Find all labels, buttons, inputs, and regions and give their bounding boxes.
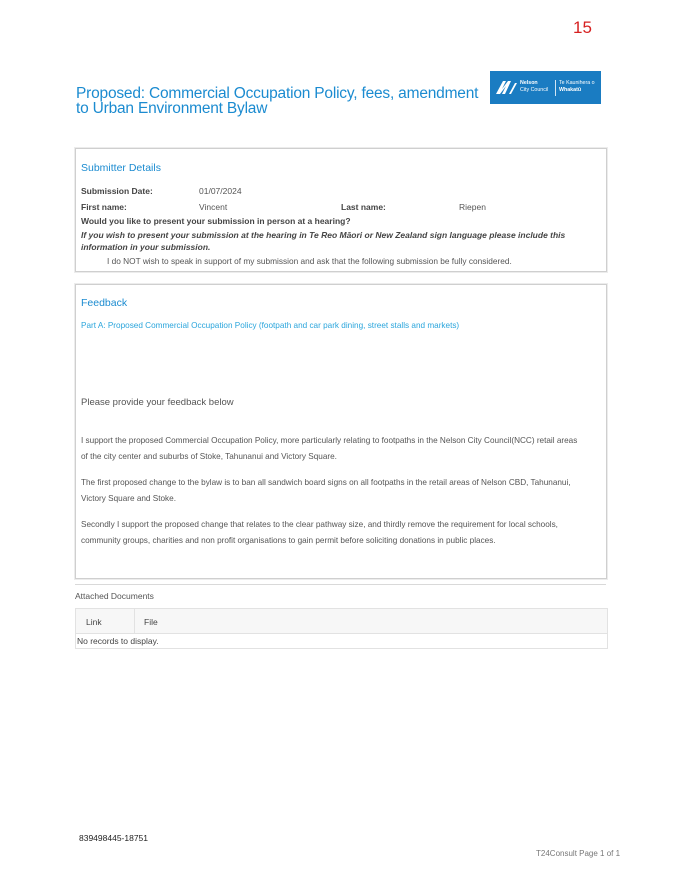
- section-divider: [75, 584, 606, 585]
- first-name-value: Vincent: [199, 202, 228, 212]
- logo-maori-line2: Whakatū: [559, 86, 582, 93]
- council-logo: [490, 71, 601, 104]
- submission-date-value: 01/07/2024: [199, 186, 242, 196]
- logo-separator: [555, 80, 556, 96]
- last-name-label: Last name:: [341, 202, 386, 212]
- logo-maori-line1: Te Kaunihera o: [559, 80, 595, 86]
- feedback-prompt: Please provide your feedback below: [81, 397, 234, 408]
- table-header: [76, 609, 607, 634]
- footer-page-info: T24Consult Page 1 of 1: [536, 849, 621, 858]
- page-number: 15: [573, 18, 592, 37]
- submitter-details-heading: Submitter Details: [81, 162, 161, 174]
- part-a-title: Part A: Proposed Commercial Occupation Policy (footpath and car park dining, street stalls and markets): [81, 321, 460, 330]
- column-separator: [134, 609, 135, 633]
- attached-documents-table: [75, 608, 608, 649]
- column-header-file[interactable]: File: [144, 617, 158, 627]
- submission-date-label: Submission Date:: [81, 186, 153, 196]
- hearing-question: Would you like to present your submission in person at a hearing?: [81, 216, 351, 226]
- table-empty-row: [76, 634, 607, 648]
- feedback-paragraph: The first proposed change to the bylaw is to ban all sandwich board signs on all footpaths in the retail areas of Nelson CBD, Tahunanui, Victory Square and Stoke.: [81, 478, 571, 503]
- feedback-paragraph: Secondly I support the proposed change that relates to the clear pathway size, and thirdly remove the requirement for local schools, community groups, charities and non profit organisations to gain permit before soliciting donations in public places.: [81, 520, 558, 545]
- feedback-panel: [75, 284, 607, 579]
- column-header-link[interactable]: Link: [86, 617, 102, 627]
- hearing-answer: I do NOT wish to speak in support of my submission and ask that the following submission be fully considered.: [107, 256, 512, 266]
- last-name-value: Riepen: [459, 202, 486, 212]
- feedback-paragraph: I support the proposed Commercial Occupation Policy, more particularly relating to footpaths in the Nelson City Council(NCC) retail areas of the city center and suburbs of Stoke, Tahunanui and Victory Square.: [81, 436, 578, 461]
- no-records-message: No records to display.: [77, 636, 159, 646]
- feedback-heading: Feedback: [81, 297, 128, 309]
- first-name-label: First name:: [81, 202, 127, 212]
- logo-name-line2: City Council: [520, 86, 549, 93]
- language-note: If you wish to present your submission at the hearing in Te Reo Māori or New Zealand sign language please include this information in your submission.: [81, 230, 566, 252]
- nelson-logo-icon: [494, 78, 518, 97]
- document-title: Proposed: Commercial Occupation Policy, fees, amendment to Urban Environment Bylaw: [76, 85, 479, 117]
- attached-documents-title: Attached Documents: [75, 591, 154, 601]
- submitter-details-panel: [75, 148, 607, 272]
- logo-name-line1: Nelson: [520, 80, 538, 86]
- document-id: 839498445-18751: [79, 833, 149, 843]
